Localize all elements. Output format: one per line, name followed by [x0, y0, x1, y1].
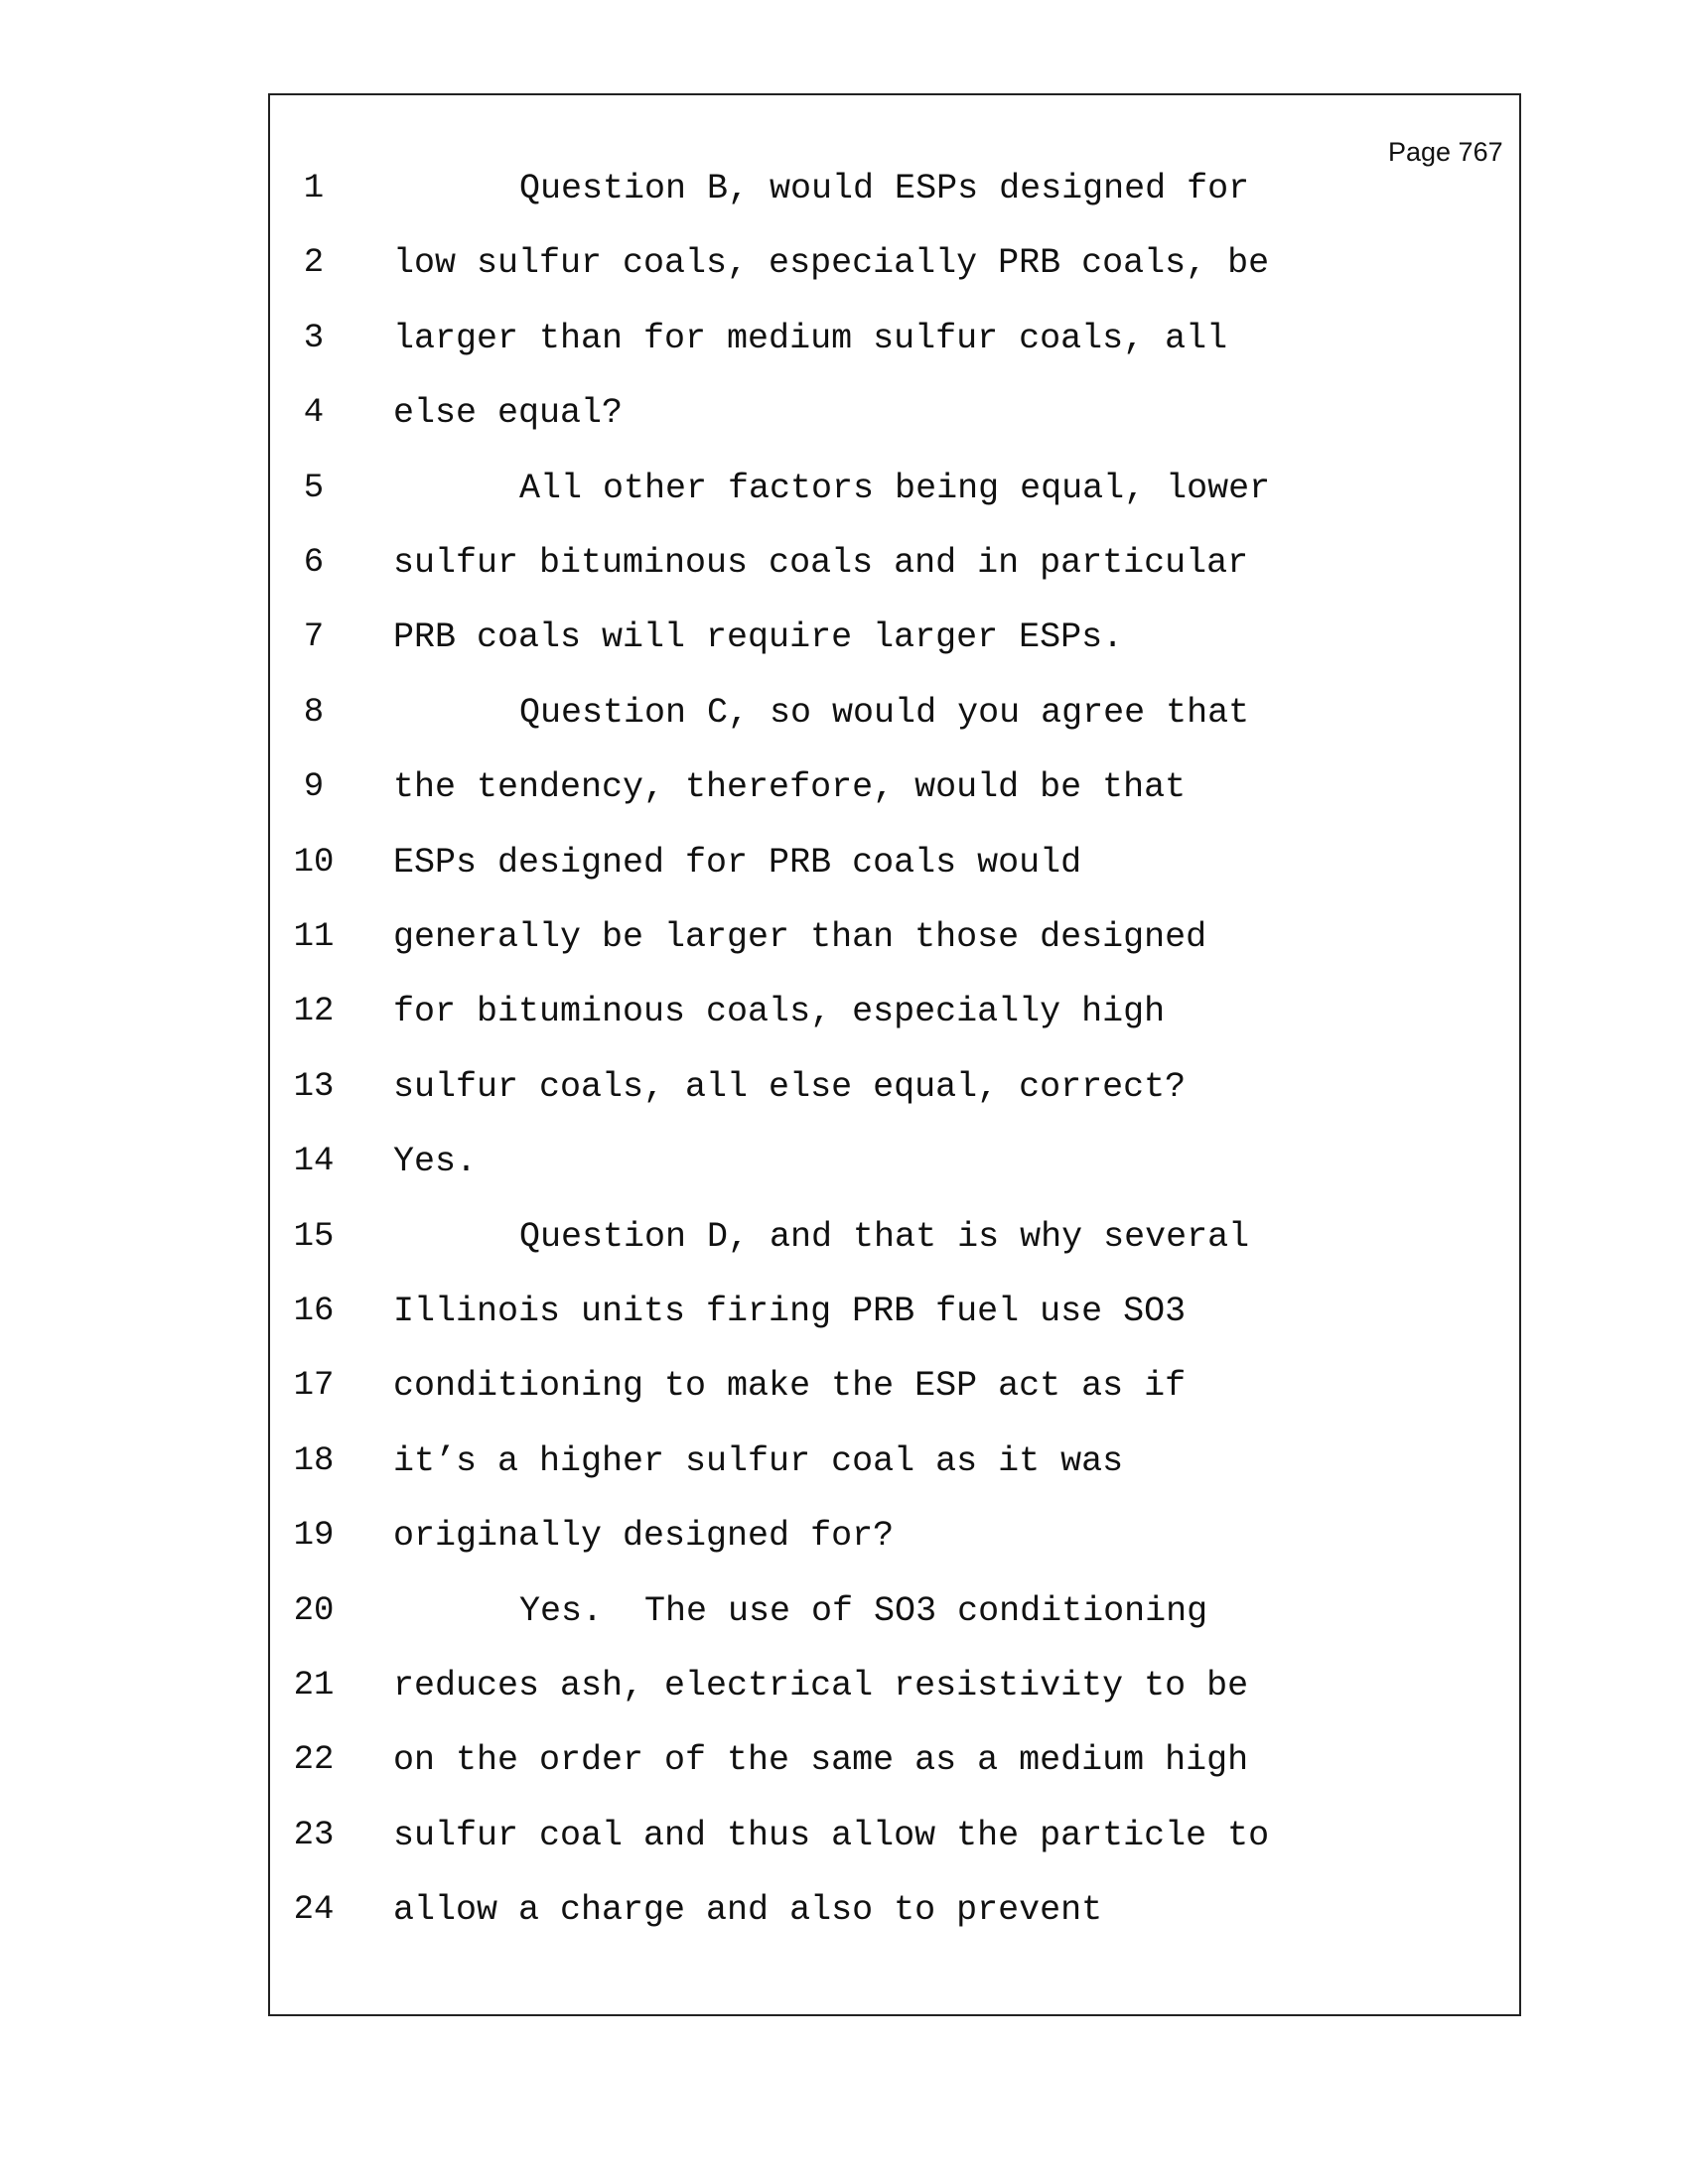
transcript-line — [0, 912, 1684, 962]
line-text: generally be larger than those designed — [393, 917, 1207, 957]
transcript-line — [0, 613, 1684, 662]
transcript-line — [0, 1137, 1684, 1186]
transcript-line — [0, 762, 1684, 812]
transcript-line — [0, 1735, 1684, 1785]
line-number: 24 — [293, 1891, 335, 1930]
transcript-line — [0, 1436, 1684, 1486]
line-number: 17 — [293, 1367, 335, 1406]
line-number: 1 — [303, 170, 325, 207]
transcript-line — [0, 1511, 1684, 1561]
line-number: 14 — [293, 1143, 335, 1181]
line-text: sulfur coal and thus allow the particle to — [393, 1815, 1270, 1855]
line-text: originally designed for? — [393, 1516, 895, 1557]
line-number: 19 — [293, 1517, 335, 1556]
transcript-line — [0, 1811, 1684, 1860]
page-number: Page 767 — [1388, 137, 1503, 167]
line-text: Question B, would ESPs designed for — [519, 169, 1250, 208]
transcript-line — [0, 1661, 1684, 1710]
line-text: low sulfur coals, especially PRB coals, be — [393, 243, 1270, 284]
line-text: Question C, so would you agree that — [519, 692, 1250, 733]
line-number: 9 — [303, 768, 325, 807]
line-text: ESPs designed for PRB coals would — [393, 842, 1082, 883]
transcript-line — [0, 1062, 1684, 1112]
line-number: 2 — [303, 244, 325, 283]
line-number: 21 — [293, 1667, 335, 1705]
line-text: conditioning to make the ESP act as if — [393, 1366, 1187, 1407]
line-number: 20 — [293, 1591, 335, 1630]
transcript-line — [0, 688, 1684, 738]
transcript-line — [0, 164, 1684, 213]
line-text: it’s a higher sulfur coal as it was — [393, 1440, 1124, 1481]
line-number: 18 — [293, 1441, 335, 1480]
transcript-line — [0, 464, 1684, 513]
line-text: All other factors being equal, lower — [519, 468, 1271, 508]
line-text: the tendency, therefore, would be that — [393, 767, 1187, 808]
transcript-line — [0, 1361, 1684, 1411]
transcript-line — [0, 314, 1684, 363]
line-number: 3 — [303, 319, 325, 357]
line-number: 15 — [293, 1217, 335, 1256]
line-number: 10 — [293, 843, 335, 882]
transcript-line — [0, 1287, 1684, 1336]
line-text: allow a charge and also to prevent — [393, 1890, 1103, 1931]
line-number: 23 — [293, 1816, 335, 1854]
line-text: sulfur bituminous coals and in particular — [393, 543, 1249, 583]
line-number: 8 — [303, 693, 325, 732]
transcript-line — [0, 1212, 1684, 1262]
line-text: else equal? — [393, 393, 624, 434]
line-text: for bituminous coals, especially high — [393, 992, 1166, 1032]
line-number: 4 — [303, 394, 325, 433]
line-number: 7 — [303, 618, 325, 657]
line-number: 6 — [303, 544, 325, 582]
line-number: 13 — [293, 1067, 335, 1106]
line-text: PRB coals will require larger ESPs. — [393, 617, 1124, 658]
line-text: on the order of the same as a medium high — [393, 1740, 1249, 1781]
transcript-line — [0, 1586, 1684, 1636]
line-number: 11 — [293, 918, 335, 956]
line-text: Illinois units firing PRB fuel use SO3 — [393, 1292, 1187, 1331]
line-text: sulfur coals, all else equal, correct? — [393, 1066, 1187, 1107]
transcript-line — [0, 1885, 1684, 1935]
line-number: 5 — [303, 469, 325, 507]
line-number: 22 — [293, 1741, 335, 1780]
transcript-line — [0, 388, 1684, 438]
transcript-line — [0, 987, 1684, 1036]
line-text: Question D, and that is why several — [519, 1216, 1250, 1257]
line-text: larger than for medium sulfur coals, all — [393, 318, 1228, 358]
transcript-line — [0, 238, 1684, 288]
line-number: 16 — [293, 1293, 335, 1330]
transcript-line — [0, 838, 1684, 887]
line-text: Yes. — [393, 1142, 478, 1182]
line-number: 12 — [293, 993, 335, 1031]
line-text: Yes. The use of SO3 conditioning — [519, 1590, 1208, 1631]
line-text: reduces ash, electrical resistivity to be — [393, 1666, 1249, 1706]
transcript-line — [0, 538, 1684, 588]
